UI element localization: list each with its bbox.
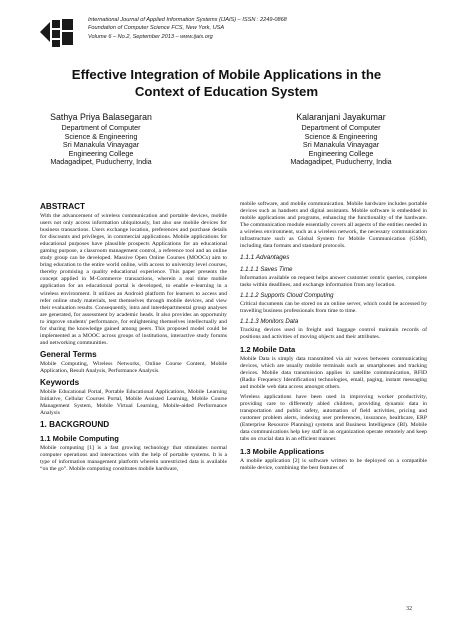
monitors-data-heading: 1.1.1.3 Monitors Data [240, 318, 299, 326]
mobile-data-applications-text: Wireless applications have been used in improving worker productivity, providing care to differently abled children, providing dynamic data in transportation and public safety, automation of field activities, pricing and customer problem alerts, indexing user preferences, insurance, healthcare, ERP (Enterprise Resource Planning) systems and Business Intelligence (BI). Mobile data communications help key staff in an organization operate remotely and keep tabs on crucial data in an efficient manner. [240, 393, 427, 443]
mobile-computing-text: Mobile computing [1] is a fast growing technology that stimulates normal computer operations and interactions with the help of portable systems. It is a type of information management platform wherein unrestricted data is available “on the go”. Mobile computing constitutes mobile hardware, [40, 444, 227, 472]
supports-cloud-text: Critical documents can be stored on an online server, which could be accessed by travelling business professionals from time to time. [240, 300, 427, 314]
mobile-applications-text: A mobile application [2] is software written to be deployed on a compatible mobile device, combining the best features of [240, 457, 427, 471]
background-heading: 1. BACKGROUND [40, 420, 110, 430]
author-name: Sathya Priya Balasegaran [50, 112, 152, 122]
mobile-applications-heading: 1.3 Mobile Applications [240, 447, 325, 457]
journal-logo-icon [40, 15, 74, 49]
journal-info [88, 16, 287, 41]
journal-publisher-line: Foundation of Computer Science FCS, New York, USA [88, 25, 225, 32]
author-name: Kalaranjani Jayakumar [296, 112, 386, 122]
abstract-heading: ABSTRACT [40, 202, 86, 211]
left-column [40, 200, 227, 476]
journal-volume-line: Volume 6 – No.2, September 2013 – www.ijais.org [88, 33, 213, 40]
author-affiliation-line: Madagadipet, Puducherry, India [290, 157, 392, 167]
monitors-data-text: Tracking devices used in freight and baggage control maintain records of positions and activities of moving objects and their attributes. [240, 327, 427, 341]
journal-name-line: International Journal of Applied Information Systems (IJAIS) – ISSN : 2249-0868 [88, 17, 287, 23]
keywords-text: Mobile Educational Portal, Portable Educational Applications, Mobile Learning Initiative, Cellular Courses Portal, Mobile Assisted Learning, Mobile Course Management System, Mobile Virtual Learning, Mobile-aided Performance Analysis [40, 388, 227, 417]
mobile-computing-heading: 1.1 Mobile Computing [40, 434, 119, 444]
abstract-text: With the advancement of wireless communication and portable devices, mobile users not only access information ubiquitously, but also use mobile devices for business transactions. Users exchange location, preferences and purchase details for discounts and privileges, in commercial applications. Mobile applications for educational purposes have plausible prospects Applications for an educational gaming purpose, a classroom management control, a reference tool and an online study group can be developed. Massive Open Online Courses (MOOCs) aim to bring education to the entire world online, with access to university level courses, thereby promising a quality educational experience. This paper presents the concept applied in M-Commerce transactions, wherein a real time mobile application for an educational portal is developed, to enable e-learning in a wireless environment. It utilizes an Android platform for learners to access and refer online study materials, test themselves through mobile devices, and view their evaluation results. Consequently, intra and interdepartmental group analyses are generated, for assessment by academic heads. It also provides an opportunity to improve students' performance, for enlightening themselves intellectually and for sharing the knowledge gained among peers. This proposed model could be implemented as a MOOC across groups of institutions, interactive study forums and networking communities. [40, 213, 227, 346]
journal-header [40, 14, 420, 54]
author-affiliation-line: Engineering College [308, 148, 374, 158]
page-number: 32 [406, 606, 412, 612]
paper-title [40, 66, 413, 100]
author-affiliation-line: Sri Manakula Vinayagar [62, 140, 140, 150]
author-affiliation-line: Science & Engineering [64, 131, 138, 141]
author-affiliation-line: Madagadipet, Puducherry, India [50, 157, 152, 167]
author-affiliation-line: Department of Computer [61, 123, 141, 132]
author-affiliation-line: Sri Manakula Vinayagar [302, 140, 380, 150]
saves-time-text: Information available on request helps answer customer centric queries, complete tasks within deadlines, and exchange information from any location. [240, 274, 427, 288]
author-affiliation-line: Engineering College [68, 148, 134, 158]
author-block-2 [266, 112, 416, 167]
saves-time-heading: 1.1.1.1 Saves Time [240, 265, 293, 273]
mobile-computing-continued-text: mobile software, and mobile communication. Mobile hardware includes portable devices such as handsets and digital assistants. Mobile software is embedded in mobile applications and programs, enhancing the functionality of the hardware. The communication module essentially covers all aspects of the entities needed in a wireless environment, such as a wireless network, the necessary communication infrastructure such as Global System for Mobile Communication (GSM), including data formats and standard protocols. [240, 201, 427, 250]
advantages-heading: 1.1.1 Advantages [240, 254, 290, 262]
author-affiliation-line: Science & Engineering [304, 131, 378, 141]
general-terms-text: Mobile Computing, Wireless Networks, Online Course Content, Mobile Application, Result Analysis, Performance Analysis. [40, 360, 227, 374]
keywords-heading: Keywords [40, 377, 80, 387]
author-affiliation-line: Department of Computer [301, 123, 381, 132]
paper-title-line-1: Effective Integration of Mobile Applications in the [71, 67, 382, 82]
author-block-1 [26, 112, 176, 167]
mobile-data-heading: 1.2 Mobile Data [240, 345, 296, 355]
right-column [240, 201, 427, 475]
general-terms-heading: General Terms [40, 349, 97, 359]
mobile-data-text: Mobile Data is simply data transmitted via air waves between communicating devices, which are usually mobile terminals such as smartphones and tracking devices. Mobile data transmission applies in satellite communication, RFID (Radio Frequency Identification) technologies, email, paging, instant messaging and mobile web data access amongst others. [240, 355, 427, 390]
supports-cloud-heading: 1.1.1.2 Supports Cloud Computing [240, 291, 334, 299]
paper-title-line-2: Context of Education System [134, 84, 319, 99]
